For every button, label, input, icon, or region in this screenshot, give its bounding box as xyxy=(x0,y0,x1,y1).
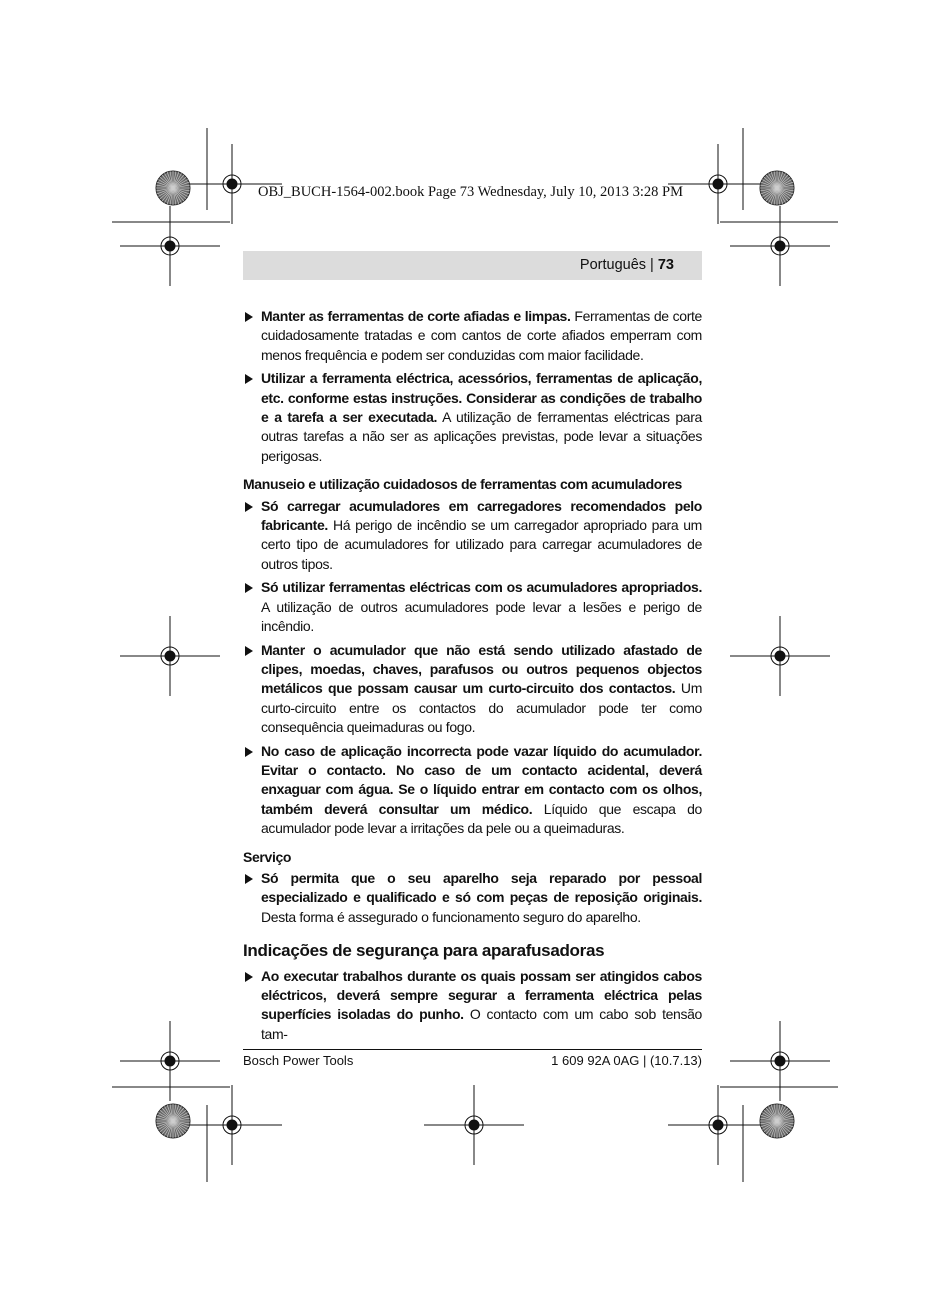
item-text: Um curto-circuito entre os contactos do acumulador pode ter como consequência queimaduras ou fogo. xyxy=(261,680,703,736)
item-text: Líquido que escapa do acumulador pode levar a irritações da pele ou a queimaduras. xyxy=(261,800,702,837)
registration-starburst-icon xyxy=(156,171,190,205)
bullet-triangle-icon xyxy=(245,747,253,757)
list-item xyxy=(243,641,702,738)
registration-crosshair-icon xyxy=(668,1085,768,1165)
item-bold: Ao executar trabalhos durante os quais possam ser atingidos cabos eléctricos, deverá sempre segurar a ferramenta eléctrica pelas superfícies isoladas do punho. xyxy=(261,967,702,1023)
item-text: A utilização de outros acumuladores pode levar a lesões e perigo de incêndio. xyxy=(261,598,702,635)
item-bold: Só permita que o seu aparelho seja reparado por pessoal especializado e qualificado e só com peças de reposição originais. xyxy=(261,869,702,906)
registration-crosshair-icon xyxy=(120,1021,220,1101)
registration-crosshair-icon xyxy=(668,144,768,224)
bullet-triangle-icon xyxy=(245,646,253,656)
footer-doc-number: 1 609 92A 0AG | (10.7.13) xyxy=(551,1053,702,1068)
registration-starburst-icon xyxy=(156,1104,190,1138)
list-item xyxy=(243,369,702,466)
registration-crosshair-icon xyxy=(182,1085,282,1165)
item-bold: No caso de aplicação incorrecta pode vazar líquido do acumulador. Evitar o contacto. No caso de um contacto acidental, deverá enxaguar com água. Se o líquido entrar em contacto com os olhos, também deverá consultar um médico. xyxy=(261,742,702,817)
print-slug-line: OBJ_BUCH-1564-002.book Page 73 Wednesday, July 10, 2013 3:28 PM xyxy=(258,184,683,200)
bullet-triangle-icon xyxy=(245,374,253,384)
footer-brand: Bosch Power Tools xyxy=(243,1053,354,1068)
registration-crosshair-icon xyxy=(730,616,830,696)
bullet-triangle-icon xyxy=(245,972,253,982)
subheading-battery: Manuseio e utilização cuidadosos de ferramentas com acumuladores xyxy=(243,476,682,493)
item-bold: Só utilizar ferramentas eléctricas com os acumuladores apropriados. xyxy=(261,579,702,596)
bullet-triangle-icon xyxy=(245,874,253,884)
item-text: O contacto com um cabo sob tensão tam- xyxy=(261,1006,702,1042)
bullet-triangle-icon xyxy=(245,502,253,512)
page-header xyxy=(243,251,702,280)
item-text: Ferramentas de corte cuidadosamente tratadas e com cantos de corte afiados emperram com menos frequência e podem ser conduzidas com maior facilidade. xyxy=(261,308,702,363)
header-language: Português | xyxy=(579,257,658,273)
item-bold: Manter as ferramentas de corte afiadas e limpas. xyxy=(261,308,571,324)
list-item xyxy=(243,742,702,839)
item-text: Há perigo de incêndio se um carregador apropriado para um certo tipo de acumuladores for utilizado para carregar acumuladores de outros tipos. xyxy=(261,517,702,572)
section-title: Indicações de segurança para aparafusadoras xyxy=(243,941,605,961)
header-text xyxy=(580,257,674,273)
footer-rule xyxy=(243,1049,702,1050)
registration-crosshair-icon xyxy=(120,206,220,286)
page-number: 73 xyxy=(657,257,674,273)
subheading-service: Serviço xyxy=(243,848,292,865)
registration-starburst-icon xyxy=(760,171,794,205)
item-text: Desta forma é assegurado o funcionamento seguro do aparelho. xyxy=(261,908,641,925)
registration-crosshair-icon xyxy=(424,1085,524,1165)
list-item xyxy=(243,967,702,1045)
registration-starburst-icon xyxy=(760,1104,794,1138)
registration-crosshair-icon xyxy=(730,1021,830,1101)
item-bold: Utilizar a ferramenta eléctrica, acessórios, ferramentas de aplicação, etc. conforme estas instruções. Considerar as condições de trabalho e a tarefa a ser executada. xyxy=(261,370,702,426)
list-item xyxy=(243,578,702,636)
list-item xyxy=(243,497,702,575)
bullet-triangle-icon xyxy=(245,583,253,593)
registration-crosshair-icon xyxy=(120,616,220,696)
bullet-triangle-icon xyxy=(245,312,253,322)
item-text: A utilização de ferramentas eléctricas para outras tarefas a não ser as aplicações previstas, pode levar a situações perigosas. xyxy=(261,409,702,464)
registration-crosshair-icon xyxy=(730,206,830,286)
item-bold: Manter o acumulador que não está sendo utilizado afastado de clipes, moedas, chaves, parafusos ou outros pequenos objectos metálicos que possam causar um curto-circuito dos contactos. xyxy=(261,641,702,697)
list-item xyxy=(243,307,702,365)
item-bold: Só carregar acumuladores em carregadores recomendados pelo fabricante. xyxy=(261,497,702,534)
page-body xyxy=(243,307,702,1048)
list-item xyxy=(243,869,702,927)
